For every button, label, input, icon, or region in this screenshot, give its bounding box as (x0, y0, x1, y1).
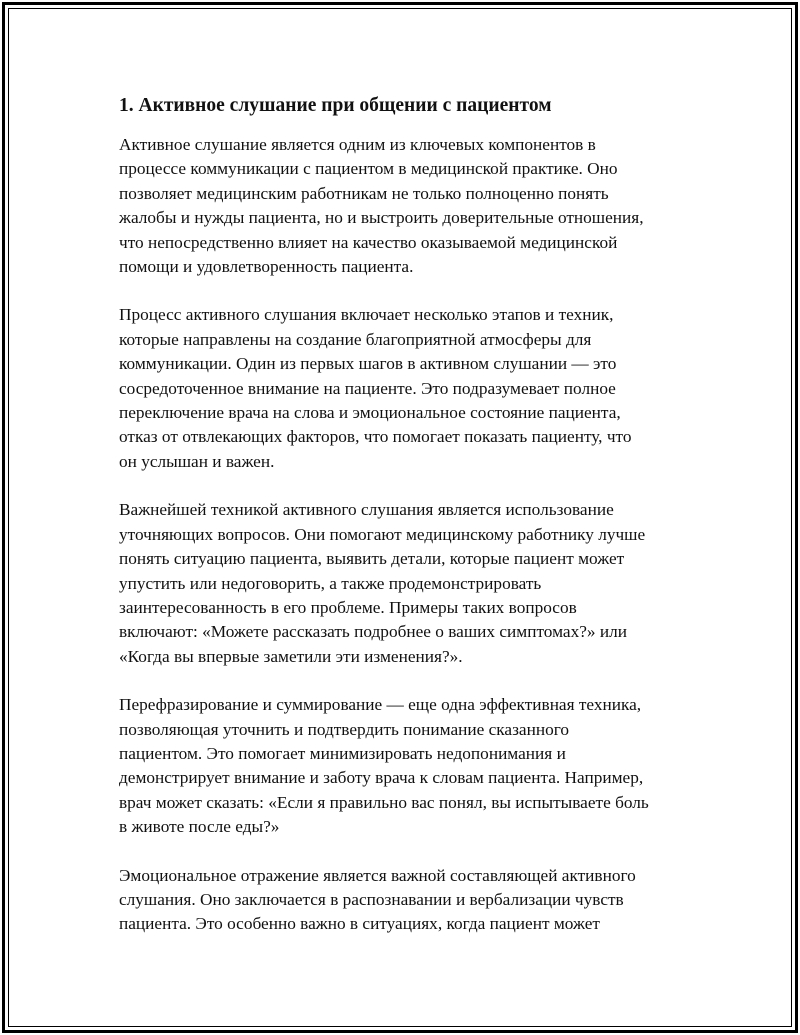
text-line: понять ситуацию пациента, выявить детали, которые пациент может (119, 549, 625, 569)
text-line: демонстрирует внимание и заботу врача к словам пациента. Например, (119, 768, 644, 788)
text-line: процессе коммуникации с пациентом в медицинской практике. Оно (119, 159, 618, 179)
paragraph-questions (119, 498, 719, 669)
text-line: упустить или недоговорить, а также продемонстрировать (119, 573, 542, 593)
text-line: Эмоциональное отражение является важной составляющей активного (119, 865, 636, 885)
text-line: позволяющая уточнить и подтвердить понимание сказанного (119, 719, 570, 739)
text-line: в животе после еды?» (119, 817, 280, 837)
document-body (119, 93, 719, 961)
section-heading: 1. Активное слушание при общении с пациентом (119, 95, 552, 116)
text-line: отказ от отвлекающих факторов, что помогает показать пациенту, что (119, 427, 632, 447)
text-line: пациентом. Это помогает минимизировать недопонимания и (119, 743, 566, 763)
text-line: Процесс активного слушания включает несколько этапов и техник, (119, 305, 614, 325)
text-line: переключение врача на слова и эмоциональное состояние пациента, (119, 403, 621, 423)
text-line: врач может сказать: «Если я правильно вас понял, вы испытываете боль (119, 792, 649, 812)
text-line: Важнейшей техникой активного слушания является использование (119, 500, 614, 520)
text-line: уточняющих вопросов. Они помогают медицинскому работнику лучше (119, 524, 646, 544)
paragraph-process (119, 303, 719, 474)
text-line: включают: «Можете рассказать подробнее о ваших симптомах?» или (119, 622, 627, 642)
text-line: жалобы и нужды пациента, но и выстроить доверительные отношения, (119, 208, 644, 228)
text-line: которые направлены на создание благоприятной атмосферы для (119, 329, 592, 349)
text-line: Перефразирование и суммирование — еще одна эффективная техника, (119, 695, 642, 715)
paragraph-paraphrasing (119, 693, 719, 839)
text-line: «Когда вы впервые заметили эти изменения?». (119, 646, 463, 666)
text-line: слушания. Оно заключается в распознавании и вербализации чувств (119, 889, 624, 909)
paragraph-intro (119, 133, 719, 279)
text-line: коммуникации. Один из первых шагов в активном слушании — это (119, 354, 617, 374)
text-line: сосредоточенное внимание на пациенте. Это подразумевает полное (119, 378, 616, 398)
paragraph-emotional-reflection (119, 864, 719, 937)
text-line: помощи и удовлетворенность пациента. (119, 257, 414, 277)
text-line: заинтересованность в его проблеме. Примеры таких вопросов (119, 597, 577, 617)
text-line: что непосредственно влияет на качество оказываемой медицинской (119, 232, 618, 252)
text-line: позволяет медицинским работникам не только полноценно понять (119, 183, 609, 203)
text-line: он услышан и важен. (119, 451, 275, 471)
text-line: пациента. Это особенно важно в ситуациях, когда пациент может (119, 914, 600, 934)
text-line: Активное слушание является одним из ключевых компонентов в (119, 135, 596, 154)
